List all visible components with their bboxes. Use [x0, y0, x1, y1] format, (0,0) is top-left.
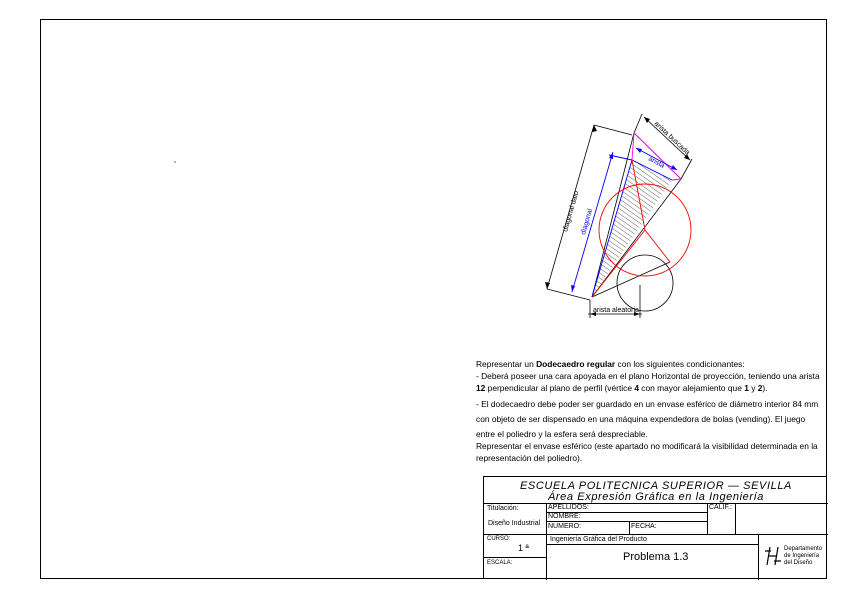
statement-line-7: Representar el envase esférico (este apartado no modificará la visibilidad determinada en la — [476, 441, 818, 452]
divider — [546, 521, 707, 522]
label-arista-aleatoria: arista aleatoria — [593, 307, 639, 314]
label-arista-buscada: arista buscada — [652, 120, 691, 157]
black-circle — [617, 255, 673, 311]
escala-label: ESCALA: — [487, 560, 513, 566]
divider — [546, 544, 758, 545]
statement-line-8: representación del poliedro). — [476, 453, 583, 464]
divider — [758, 534, 759, 580]
divider — [735, 503, 736, 534]
dept-line-1: Departamento — [784, 546, 823, 552]
label-diagonal: diagonal — [580, 208, 595, 236]
divider — [707, 503, 708, 534]
calif-label: CALIF.: — [709, 504, 732, 511]
divider — [484, 534, 828, 535]
stray-point — [174, 161, 175, 162]
department-logo-icon — [762, 545, 784, 567]
nombre-label: NOMBRE: — [548, 513, 581, 520]
label-diagonal-dato: diagonal dato — [562, 190, 581, 233]
divider — [484, 557, 546, 558]
problem-statement — [476, 358, 826, 465]
area-name: Área Expresión Gráfica en la Ingeniería — [547, 491, 764, 503]
school-name: ESCUELA POLITECNICA SUPERIOR — SEVILLA — [519, 480, 792, 492]
statement-line-4: - El dodecaedro debe poder ser guardado en un envase esférico de diámetro interior 84 mm — [476, 398, 819, 409]
dept-line-2: de Ingeniería — [784, 553, 820, 559]
fecha-label: FECHA: — [631, 523, 657, 530]
statement-line-2: - Deberá poseer una cara apoyada en el plano Horizontal de proyección, teniendo una arista — [476, 371, 820, 382]
department-name — [784, 546, 822, 567]
subject-label: Ingeniería Gráfica del Producto — [550, 536, 647, 543]
statement-line-1: Representar un Dodecaedro regular con los siguientes condicionantes: — [476, 359, 745, 369]
apellidos-label: APELLIDOS: — [548, 504, 589, 511]
numero-label: NUMERO: — [548, 523, 582, 530]
dept-line-3: del Diseño — [784, 560, 813, 566]
curso-label: CURSO: — [487, 536, 511, 542]
hatched-triangle — [592, 160, 672, 297]
title-block — [483, 476, 827, 579]
label-arista: arista — [647, 155, 666, 170]
divider — [546, 503, 547, 580]
divider — [484, 503, 828, 504]
titulacion-value: Diseño Industrial — [488, 520, 541, 527]
problem-title: Problema 1.3 — [623, 551, 689, 563]
statement-line-5: con objeto de ser dispensado en una máquina expendedora de bolas (vending). El juego — [476, 413, 806, 424]
statement-line-3: 12 perpendicular al plano de perfil (vértice 4 con mayor alejamiento que 1 y 2). — [476, 383, 768, 394]
curso-value: 1 ª — [518, 543, 529, 553]
statement-line-6: entre el poliedro y la esfera será despreciable. — [476, 429, 648, 440]
titulacion-label: Titulación: — [487, 505, 519, 512]
divider — [629, 521, 630, 534]
